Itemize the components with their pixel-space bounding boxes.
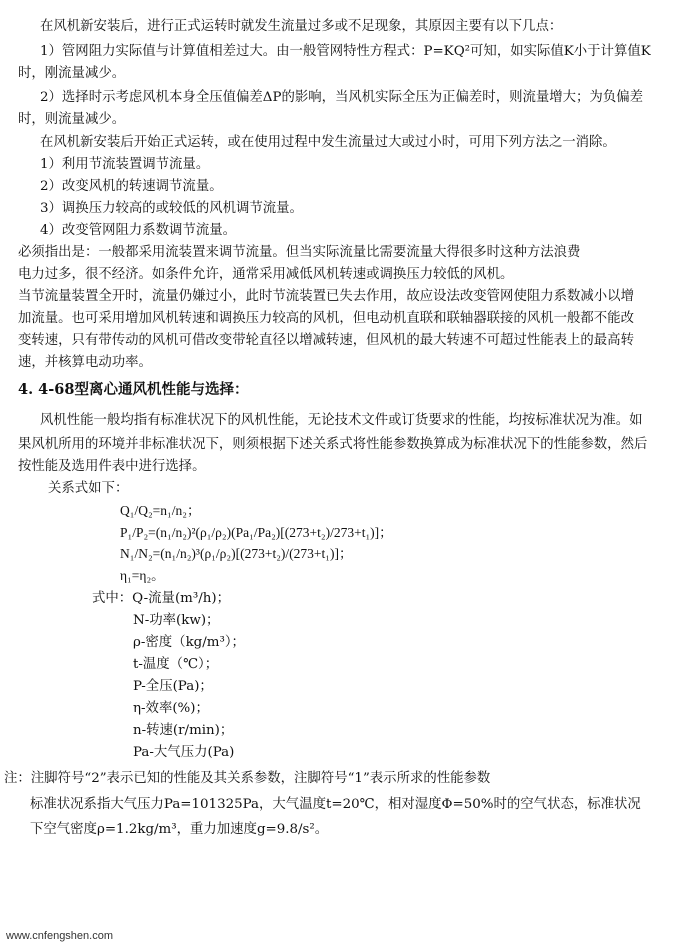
formula-intro: 关系式如下： [48, 481, 129, 496]
legend-item: n-转速(r/min)； [133, 723, 234, 738]
paragraph-line: 1）管网阻力实际值与计算值相差过大。由一般管网特性方程式：P=KQ²可知，如实际值K小于计算值K [40, 44, 651, 59]
paragraph-line: 变转速，只有带传动的风机可借改变带轮直径以增减转速，但风机的最大转速不可超过性能表上的最高转 [18, 333, 634, 348]
paragraph-line: 必须指出是：一般都采用流装置来调节流量。但当实际流量比需要流量大得很多时这种方法浪费 [18, 245, 581, 260]
legend-item: N-功率(kw)； [133, 613, 220, 628]
note-line: 下空气密度ρ=1.2kg/m³，重力加速度g=9.8/s²。 [30, 822, 329, 837]
section-heading: 4. 4-68型离心通风机性能与选择： [18, 381, 249, 398]
paragraph-line: 果风机所用的环境并非标准状况下，则须根据下述关系式将性能参数换算成为标准状况下的性能参数，然后 [18, 437, 648, 452]
formula-flow: Q₁/Q₂=n₁/n₂； [120, 503, 201, 518]
paragraph-line: 加流量。也可采用增加风机转速和调换压力较高的风机，但电动机直联和联轴器联接的风机一般都不能改 [18, 311, 634, 326]
list-item: 4）改变管网阻力系数调节流量。 [40, 223, 236, 238]
formula-pressure: P₁/P₂=(n₁/n₂)²(ρ₁/ρ₂)(Pa₁/Pa₂)[(273+t₂)/273+t₁)]； [120, 525, 393, 540]
legend-item: 式中：Q-流量(m³/h)； [92, 591, 230, 606]
footer-url[interactable]: www.cnfengshen.com [6, 930, 113, 942]
formula-power: N₁/N₂=(n₁/n₂)³(ρ₁/ρ₂)[(273+t₂)/(273+t₁)]； [120, 546, 353, 561]
paragraph-line: 2）选择时示考虑风机本身全压值偏差ΔP的影响，当风机实际全压为正偏差时，则流量增大；为负偏差 [40, 90, 643, 105]
paragraph-line: 电力过多，很不经济。如条件允许，通常采用减低风机转速或调换压力较低的风机。 [18, 267, 514, 282]
paragraph-line: 时，刚流量减少。 [18, 66, 126, 81]
paragraph-line: 速，并核算电动功率。 [18, 355, 152, 370]
paragraph-line: 当节流量装置全开时，流量仍嫌过小，此时节流装置已失去作用，故应设法改变管网使阻力系数减小以增 [18, 289, 634, 304]
paragraph-line: 在风机新安装后开始正式运转，或在使用过程中发生流量过大或过小时，可用下列方法之一消除。 [40, 135, 616, 150]
paragraph-line: 风机性能一般均指有标准状况下的风机性能，无论技术文件或订货要求的性能，均按标准状况为准。如 [40, 413, 643, 428]
list-item: 2）改变风机的转速调节流量。 [40, 179, 223, 194]
formula-efficiency: η₁=η₂。 [120, 568, 165, 583]
note-line: 标准状况系指大气压力Pa=101325Pa，大气温度t=20℃，相对湿度Φ=50%时的空气状态，标准状况 [30, 797, 641, 812]
legend-item: Pa-大气压力(Pa) [133, 745, 235, 760]
legend-item: ρ-密度（kg/m³）； [133, 635, 245, 650]
legend-item: η-效率(%)； [133, 701, 209, 716]
legend-item: P-全压(Pa)； [133, 679, 213, 694]
list-item: 3）调换压力较高的或较低的风机调节流量。 [40, 201, 303, 216]
list-item: 1）利用节流装置调节流量。 [40, 157, 210, 172]
paragraph-line: 在风机新安装后，进行正式运转时就发生流量过多或不足现象，其原因主要有以下几点： [40, 19, 563, 34]
paragraph-line: 时，则流量减少。 [18, 112, 126, 127]
note-line: 注：注脚符号“2”表示已知的性能及其关系参数，注脚符号“1”表示所求的性能参数 [4, 771, 491, 786]
legend-item: t-温度（℃）； [133, 657, 219, 672]
paragraph-line: 按性能及选用件表中进行选择。 [18, 459, 206, 474]
